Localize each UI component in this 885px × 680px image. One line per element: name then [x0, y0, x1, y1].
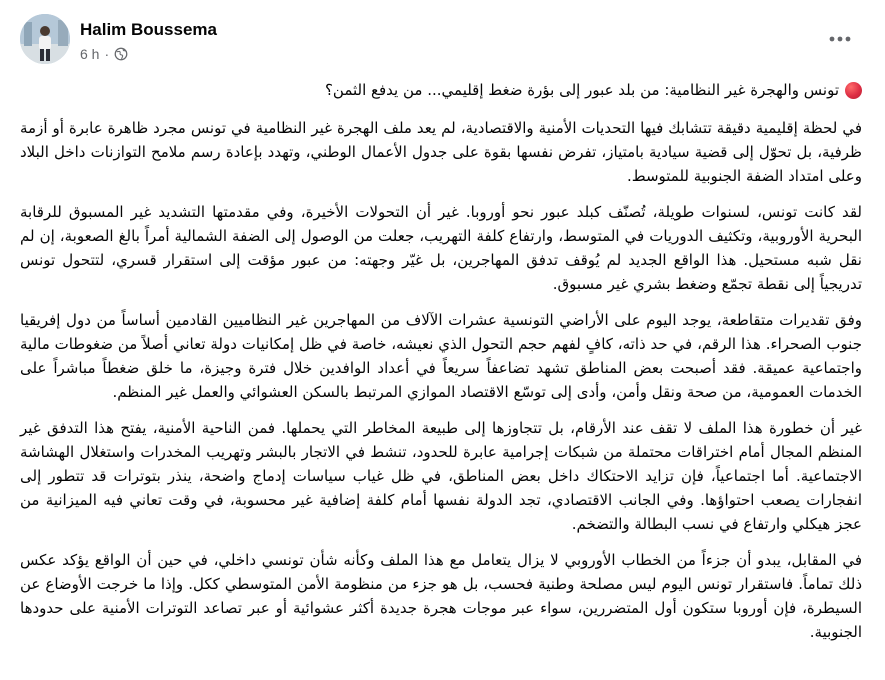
post-body: [20, 78, 862, 656]
post-title: تونس والهجرة غير النظامية: من بلد عبور إلى بؤرة ضغط إقليمي... من يدفع الثمن؟: [324, 81, 839, 99]
meta-separator: ·: [104, 46, 110, 62]
post-paragraph: لقد كانت تونس، لسنوات طويلة، تُصنّف كبلد عبور نحو أوروبا. غير أن التحولات الأخيرة، وفي مقدمتها التشديد غير المسبوق للرقابة البحرية الأوروبية، وتكثيف الدوريات في المتوسط، وارتفاع كلفة التهريب، جعلت من الوصول إلى الضفة الشمالية أمراً بالغ الصعوبة، إن لم نقل شبه مستحيل. هذا الواقع الجديد لم يُوقف تدفق المهاجرين، بل غيّر وجهته: من عبور مؤقت إلى استقرار قسري، لتتحول تونس تدريجياً إلى نقطة تجمّع وضغط بشري غير مسبوق.: [20, 203, 862, 293]
post-paragraph: في لحظة إقليمية دقيقة تتشابك فيها التحديات الأمنية والاقتصادية، لم يعد ملف الهجرة غير النظامية في تونس مجرد ظاهرة عابرة أو أزمة ظرفية، بل تحوّل إلى قضية سيادية بامتياز، تفرض نفسها بقوة على جدول الأعمال الوطني، وتهدد بإعادة رسم ملامح التوازنات داخل البلاد وعلى امتداد الضفة الجنوبية للمتوسط.: [20, 119, 862, 185]
post-paragraph: غير أن خطورة هذا الملف لا تقف عند الأرقام، بل تتجاوزها إلى طبيعة المخاطر التي يحملها. فمن الناحية الأمنية، يفتح هذا التدفق غير المنظم المجال أمام اختراقات محتملة من شبكات إجرامية عابرة للحدود، تنشط في الاتجار بالبشر وتهريب المخدرات واستغلال الهشاشة الاجتماعية. أما اجتماعياً، فإن تزايد الاحتكاك داخل بعض المناطق، في ظل غياب سياسات إدماج واضحة، ينذر بتوترات قد تتطور إلى انفجارات يصعب احتواؤها. وفي الجانب الاقتصادي، تجد الدولة نفسها أمام كلفة إضافية غير محسوبة، في وقت تعاني فيه الميزانية من عجز هيكلي وارتفاع في نسب البطالة والتضخم.: [20, 419, 862, 533]
red-circle-icon: [845, 82, 862, 99]
post-meta: [80, 45, 128, 63]
post-title-line: [20, 78, 862, 102]
globe-icon[interactable]: [114, 47, 128, 61]
author-name[interactable]: Halim Boussema: [80, 20, 217, 39]
post-paragraph: في المقابل، يبدو أن جزءاً من الخطاب الأوروبي لا يزال يتعامل مع هذا الملف وكأنه شأن تونسي داخلي، في حين أن الواقع يؤكد عكس ذلك تماماً. فاستقرار تونس اليوم ليس مصلحة وطنية فحسب، بل هو جزء من منظومة الأمن المتوسطي ككل. وإذا ما خرجت الأوضاع عن السيطرة، فإن أوروبا ستكون أول المتضررين، سواء عبر موجات هجرة جديدة أكثر عشوائية أو عبر تصاعد التوترات الأمنية على حدودها الجنوبية.: [20, 551, 862, 641]
more-options-button[interactable]: [823, 22, 857, 56]
author-avatar[interactable]: [20, 14, 70, 64]
post-time[interactable]: 6 h: [80, 46, 100, 62]
post-paragraph: وفق تقديرات متقاطعة، يوجد اليوم على الأراضي التونسية عشرات الآلاف من المهاجرين غير النظاميين القادمين أساساً من دول إفريقيا جنوب الصحراء. هذا الرقم، في حد ذاته، كافٍ لفهم حجم التحول الذي نعيشه، خاصة في ظل إمكانيات دولة تعاني أصلاً من ضغوطات مالية واجتماعية عميقة. فقد أصبحت بعض المناطق تشهد تضاعفاً سريعاً في أعداد الوافدين خلال فترة وجيزة، ما خلق ضغطاً مباشراً على الخدمات العمومية، من صحة ونقل وأمن، وأدى إلى توسّع الاقتصاد الموازي المرتبط بالسكن العشوائي والعمل غير المنظم.: [20, 311, 862, 401]
avatar-photo: [20, 14, 70, 64]
ellipsis-icon: [829, 36, 851, 42]
post-header: [20, 14, 865, 68]
